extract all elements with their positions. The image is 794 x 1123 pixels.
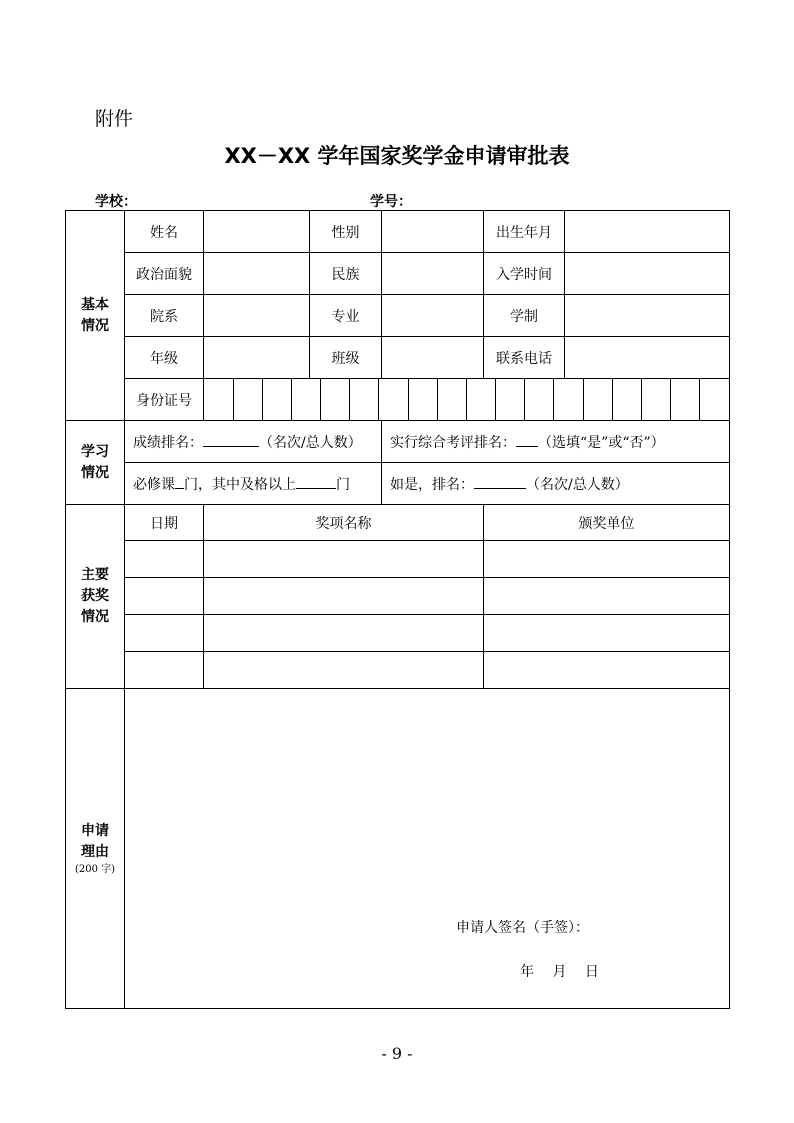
- award-name-cell[interactable]: [204, 615, 484, 652]
- field-gender[interactable]: [382, 211, 484, 253]
- id-number-boxes: [204, 379, 730, 421]
- if-suffix: （名次/总人数）: [526, 476, 629, 493]
- student-id-label: 学号：: [370, 194, 412, 210]
- comp-suffix: （选填“是”或“否”）: [538, 434, 665, 451]
- id-digit-box[interactable]: [612, 379, 641, 420]
- label-enroll-time: 入学时间: [484, 253, 565, 295]
- id-digit-box[interactable]: [204, 379, 233, 420]
- id-digit-box[interactable]: [466, 379, 495, 420]
- label-birth: 出生年月: [484, 211, 565, 253]
- award-date-cell[interactable]: [125, 652, 204, 689]
- field-name[interactable]: [204, 211, 310, 253]
- field-major[interactable]: [382, 295, 484, 337]
- section-study-info: 学习 情况: [66, 421, 125, 505]
- award-date-cell[interactable]: [125, 578, 204, 615]
- field-department[interactable]: [204, 295, 310, 337]
- req-prefix: 必修课: [133, 476, 175, 493]
- label-name: 姓名: [125, 211, 204, 253]
- label-political: 政治面貌: [125, 253, 204, 295]
- award-name-header: 奖项名称: [204, 505, 484, 541]
- field-birth[interactable]: [565, 211, 730, 253]
- award-date-cell[interactable]: [125, 615, 204, 652]
- label-department: 院系: [125, 295, 204, 337]
- award-issuer-cell[interactable]: [484, 615, 730, 652]
- id-digit-box[interactable]: [321, 379, 350, 420]
- field-phone[interactable]: [565, 337, 730, 379]
- award-issuer-cell[interactable]: [484, 541, 730, 578]
- award-issuer-header: 颁奖单位: [484, 505, 730, 541]
- award-date-header: 日期: [125, 505, 204, 541]
- id-digit-box[interactable]: [583, 379, 612, 420]
- reason-word-limit: (200 字): [74, 863, 116, 875]
- required-courses-field[interactable]: [125, 463, 382, 505]
- application-form-table: [65, 210, 730, 1009]
- if-prefix: 如是，排名：: [390, 476, 474, 493]
- rank-suffix: （名次/总人数）: [259, 434, 362, 451]
- page-title: XX－XX 学年国家奖学金申请审批表: [224, 144, 570, 168]
- label-duration: 学制: [484, 295, 565, 337]
- id-digit-box[interactable]: [554, 379, 583, 420]
- label-ethnicity: 民族: [310, 253, 382, 295]
- comprehensive-eval-field[interactable]: [382, 421, 730, 463]
- rank-blank: [203, 432, 259, 447]
- req-suffix: 门: [336, 476, 350, 493]
- reason-textarea[interactable]: [125, 689, 730, 1009]
- comp-blank: [516, 432, 538, 447]
- if-blank: [474, 474, 526, 489]
- field-grade[interactable]: [204, 337, 310, 379]
- id-digit-box[interactable]: [350, 379, 379, 420]
- label-phone: 联系电话: [484, 337, 565, 379]
- id-digit-box[interactable]: [525, 379, 554, 420]
- req-blank-2: [296, 474, 336, 489]
- award-issuer-cell[interactable]: [484, 652, 730, 689]
- school-label: 学校：: [95, 194, 137, 210]
- comp-prefix: 实行综合考评排名：: [390, 434, 516, 451]
- req-blank-1: [175, 474, 184, 489]
- rank-field[interactable]: [125, 421, 382, 463]
- section-reason: [66, 689, 125, 1009]
- id-digit-box[interactable]: [496, 379, 525, 420]
- id-digit-box[interactable]: [641, 379, 670, 420]
- signature-label: 申请人签名（手签）：: [456, 920, 589, 936]
- id-digit-box[interactable]: [671, 379, 700, 420]
- rank-prefix: 成绩排名：: [133, 434, 203, 451]
- section-awards: 主要 获奖 情况: [66, 505, 125, 689]
- signature-date: 年 月 日: [520, 964, 599, 980]
- label-class: 班级: [310, 337, 382, 379]
- label-gender: 性别: [310, 211, 382, 253]
- award-date-cell[interactable]: [125, 541, 204, 578]
- field-political[interactable]: [204, 253, 310, 295]
- label-id-number: 身份证号: [125, 379, 204, 421]
- section-basic-info: 基本 情况: [66, 211, 125, 421]
- award-issuer-cell[interactable]: [484, 578, 730, 615]
- id-digit-box[interactable]: [437, 379, 466, 420]
- award-name-cell[interactable]: [204, 652, 484, 689]
- field-ethnicity[interactable]: [382, 253, 484, 295]
- reason-label: 申请 理由: [81, 822, 109, 860]
- if-yes-rank-field[interactable]: [382, 463, 730, 505]
- id-digit-box[interactable]: [291, 379, 320, 420]
- req-mid: 门，其中及格以上: [184, 476, 296, 493]
- page-number: - 9 -: [381, 1044, 413, 1063]
- award-name-cell[interactable]: [204, 541, 484, 578]
- label-grade: 年级: [125, 337, 204, 379]
- field-enroll-time[interactable]: [565, 253, 730, 295]
- id-digit-box[interactable]: [379, 379, 408, 420]
- id-digit-box[interactable]: [408, 379, 437, 420]
- id-digit-box[interactable]: [700, 379, 729, 420]
- award-name-cell[interactable]: [204, 578, 484, 615]
- field-duration[interactable]: [565, 295, 730, 337]
- label-major: 专业: [310, 295, 382, 337]
- id-digit-box[interactable]: [233, 379, 262, 420]
- attachment-label: 附件: [95, 108, 134, 130]
- field-class[interactable]: [382, 337, 484, 379]
- id-digit-box[interactable]: [262, 379, 291, 420]
